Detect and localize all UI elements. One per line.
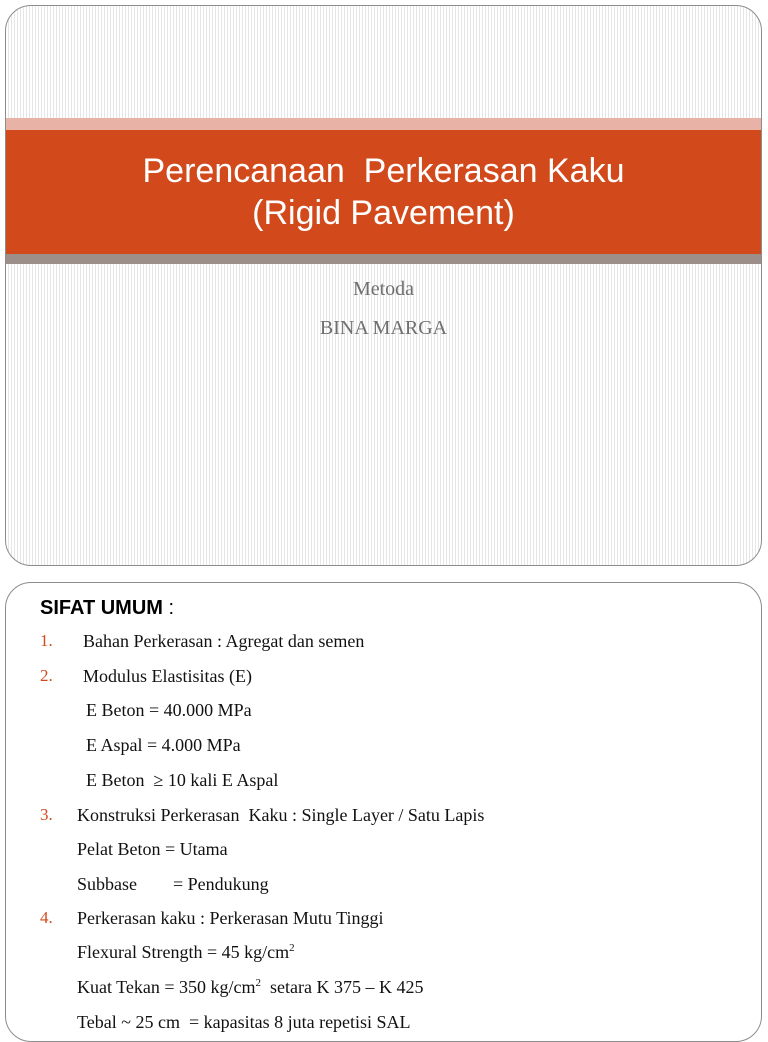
slide-title-line-1: Perencanaan Perkerasan Kaku <box>142 152 625 190</box>
list-item: Bahan Perkerasan : Agregat dan semen <box>83 631 365 651</box>
list-subline: Tebal ~ 25 cm = kapasitas 8 juta repetisi SAL <box>77 1012 411 1032</box>
slide-heading <box>40 597 174 620</box>
list-subline: E Aspal = 4.000 MPa <box>86 735 241 755</box>
heading-colon: : <box>162 597 175 619</box>
kuat-tekan-text: Kuat Tekan = 350 kg/cm <box>77 977 256 997</box>
list-item: Konstruksi Perkerasan Kaku : Single Layer / Satu Lapis <box>77 805 485 825</box>
title-band-accent <box>6 118 761 130</box>
list-item: Perkerasan kaku : Perkerasan Mutu Tinggi <box>77 908 384 928</box>
list-subline: Subbase = Pendukung <box>77 874 269 894</box>
kuat-tekan-after: setara K 375 – K 425 <box>261 977 424 997</box>
list-number: 4. <box>40 908 53 927</box>
heading-text: SIFAT UMUM <box>40 597 163 619</box>
superscript: 2 <box>255 977 262 989</box>
subtitle-line-1: Metoda <box>352 278 415 300</box>
list-subline <box>77 976 424 998</box>
flexural-text: Flexural Strength = 45 kg/cm <box>77 942 290 962</box>
content-slide <box>5 582 762 1042</box>
list-item: Modulus Elastisitas (E) <box>83 666 252 686</box>
list-subline: Pelat Beton = Utama <box>77 839 228 859</box>
list-number: 3. <box>40 805 53 824</box>
slide-title-line-2: (Rigid Pavement) <box>252 194 515 232</box>
list-number: 2. <box>40 666 53 685</box>
list-subline: E Beton = 40.000 MPa <box>86 700 252 720</box>
title-band <box>6 130 761 254</box>
list-number: 1. <box>40 631 53 650</box>
list-subline: E Beton ≥ 10 kali E Aspal <box>86 770 279 790</box>
title-band-shadow <box>6 254 761 264</box>
superscript: 2 <box>289 942 295 954</box>
list-subline <box>77 941 295 963</box>
subtitle-line-2: BINA MARGA <box>319 317 448 339</box>
title-slide <box>5 5 762 566</box>
